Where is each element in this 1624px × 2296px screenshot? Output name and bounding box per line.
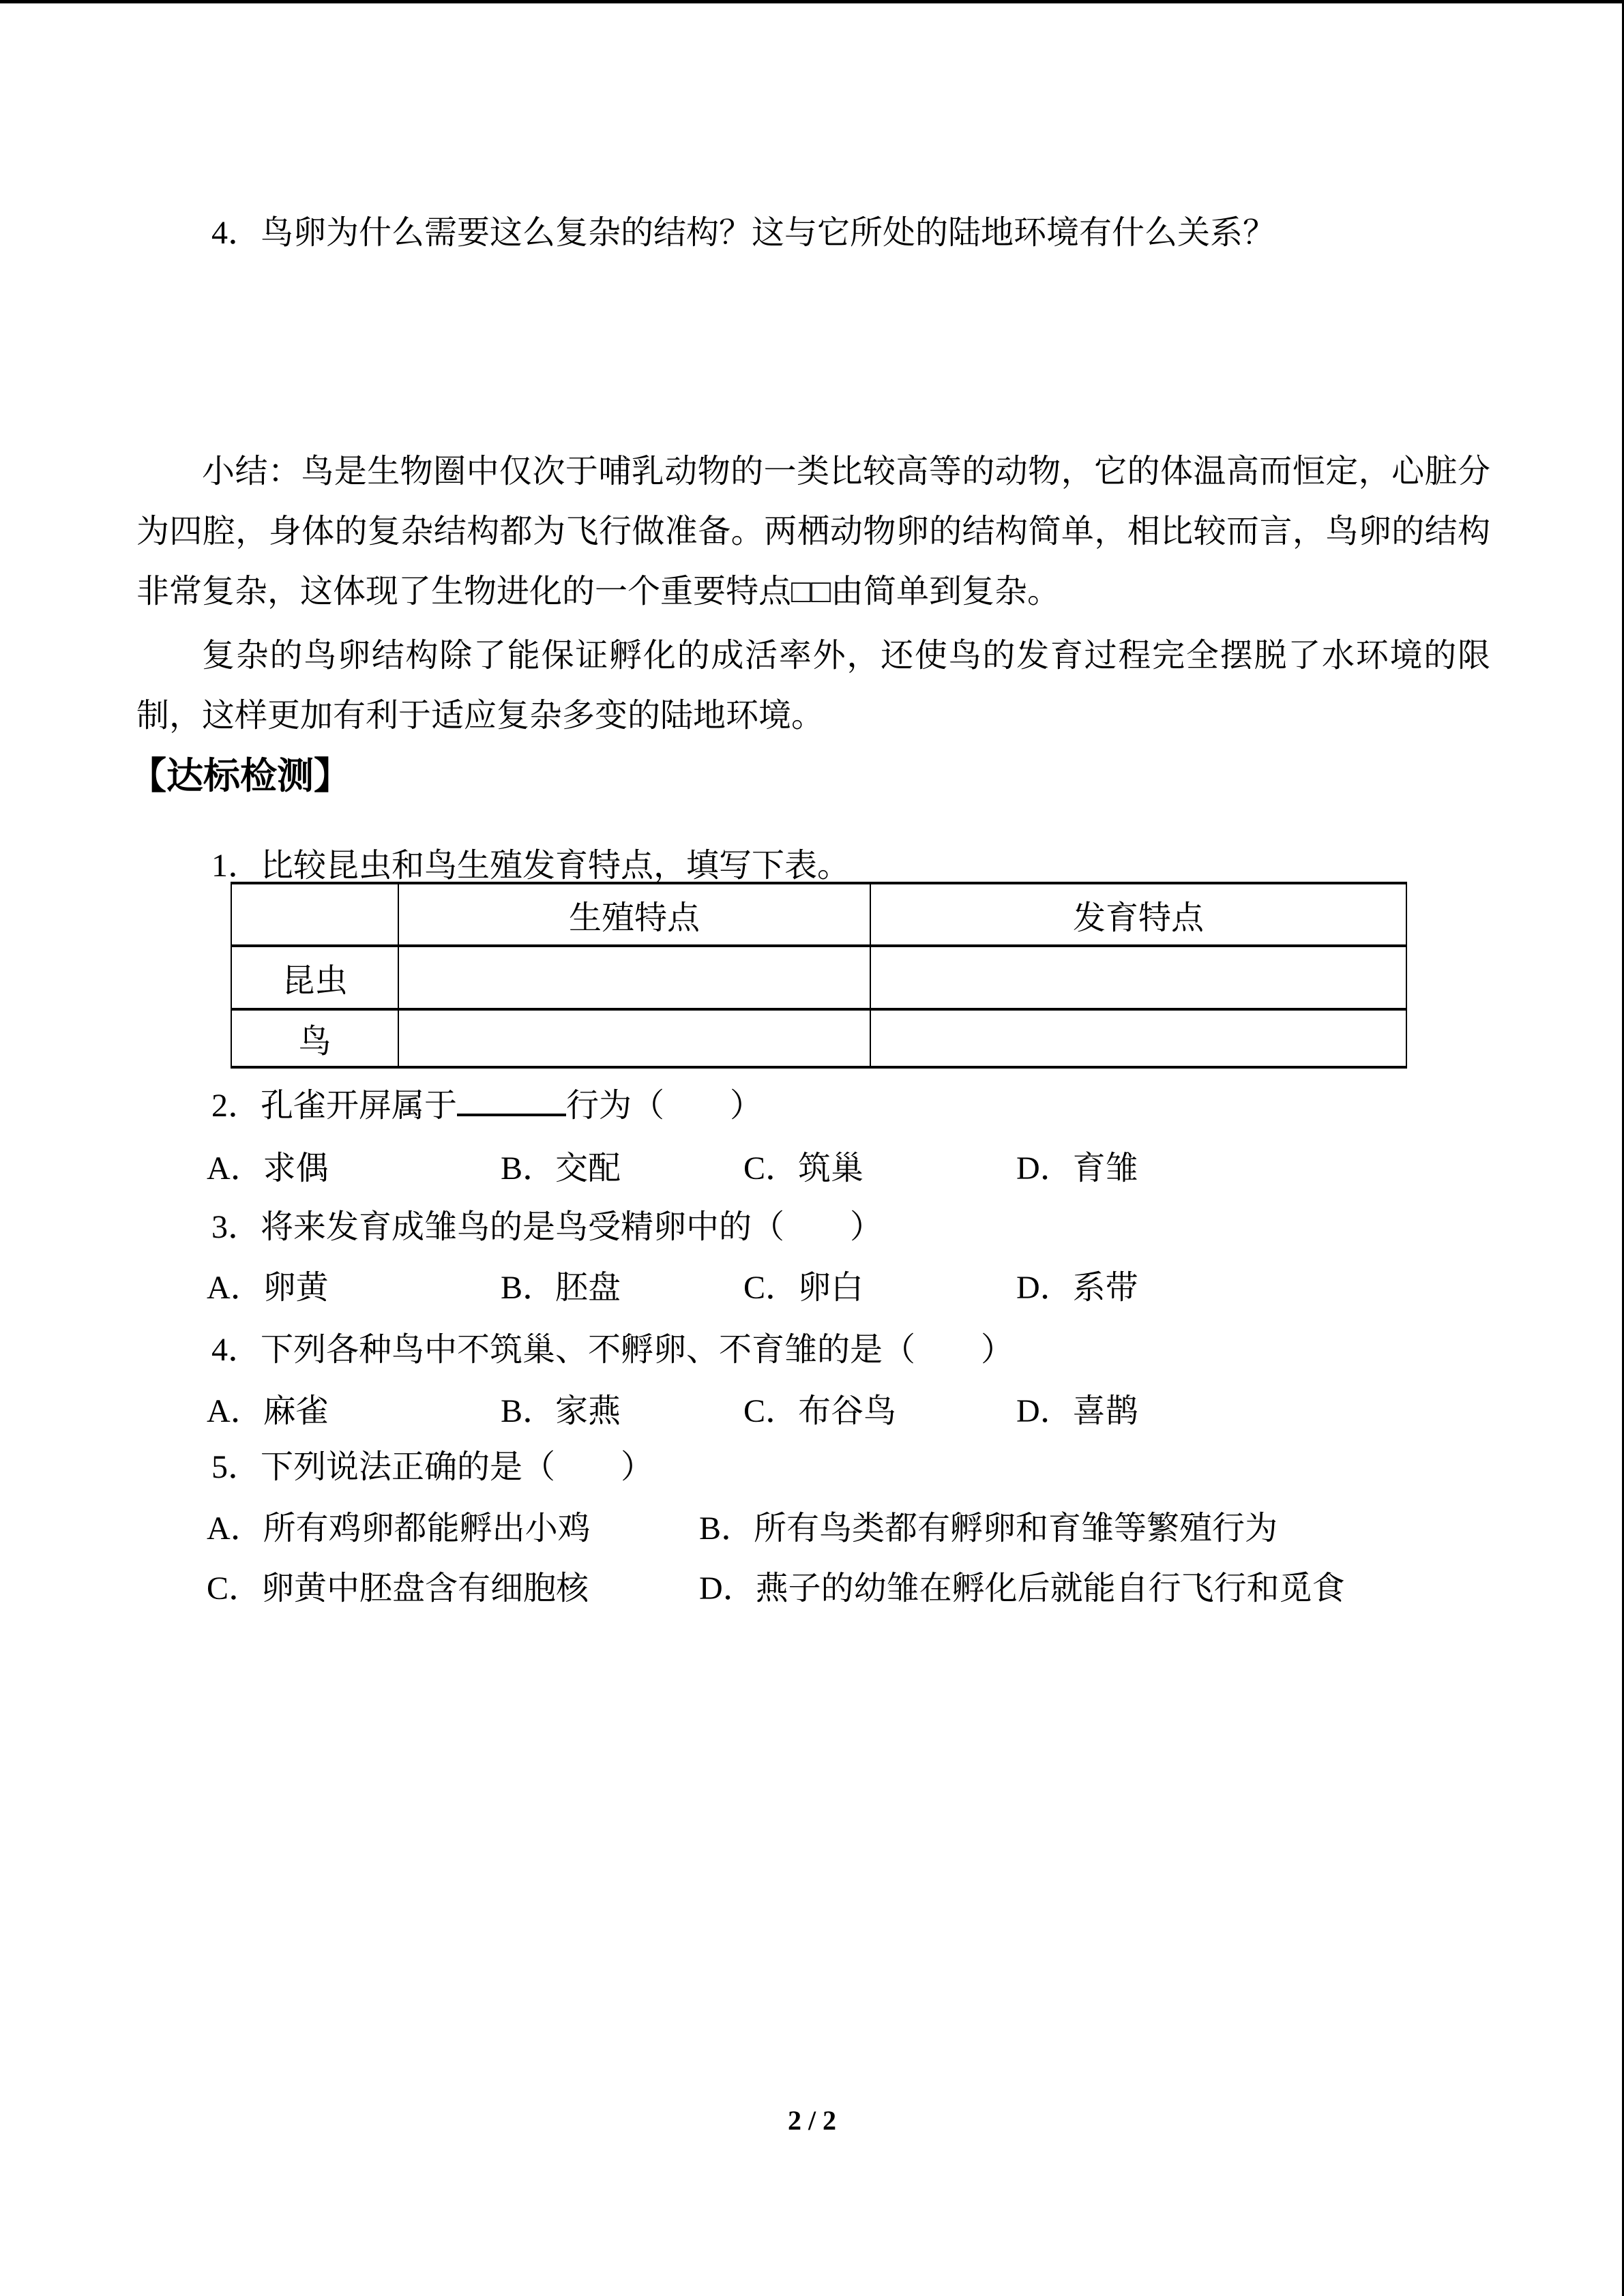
answer-cell-insect-development — [870, 946, 1406, 1009]
option-b: B．家燕 — [501, 1393, 621, 1429]
table-row-bird — [231, 1009, 1406, 1067]
question-5-options-cd — [207, 1568, 1345, 1609]
quiz-question-4: 4．下列各种鸟中不筑巢、不孵卵、不育雏的是（ ） — [211, 1332, 1014, 1368]
option-a: A．所有鸡卵都能孵出小鸡 — [207, 1510, 591, 1547]
option-d: D．育雏 — [1016, 1150, 1138, 1187]
question-4-options — [207, 1391, 1138, 1432]
option-b: B．所有鸟类都有孵卵和育雏等繁殖行为 — [699, 1510, 1278, 1547]
quiz-question-3: 3．将来发育成雏鸟的是鸟受精卵中的（ ） — [211, 1209, 883, 1245]
quiz-question-2 — [211, 1086, 763, 1127]
question-2-suffix: 行为（ ） — [566, 1088, 763, 1124]
scan-edge-top — [0, 0, 1624, 3]
section-heading-dabiao-jiance: 【达标检测】 — [130, 756, 351, 796]
answer-cell-bird-development — [870, 1009, 1406, 1067]
option-a: A．卵黄 — [207, 1270, 329, 1306]
option-b: B．交配 — [501, 1150, 621, 1187]
table-corner-cell — [231, 883, 398, 946]
option-d: D．喜鹊 — [1016, 1393, 1138, 1429]
option-c: C．布谷鸟 — [743, 1393, 897, 1429]
table-header-development: 发育特点 — [870, 883, 1406, 946]
conclusion-paragraph: 复杂的鸟卵结构除了能保证孵化的成活率外，还使鸟的发育过程完全摆脱了水环境的限制，这样更加有利于适应复杂多变的陆地环境。 — [136, 638, 1490, 734]
option-d: D．燕子的幼雏在孵化后就能自行飞行和觅食 — [699, 1570, 1345, 1607]
answer-cell-insect-reproduction — [398, 946, 870, 1009]
question-5-options-ab — [207, 1508, 1278, 1549]
summary-paragraph: 小结：鸟是生物圈中仅次于哺乳动物的一类比较高等的动物，它的体温高而恒定，心脏分为四腔，身体的复杂结构都为飞行做准备。两栖动物卵的结构简单，相比较而言，鸟卵的结构非常复杂，这体现了生物进化的一个重要特点□□由简单到复杂。 — [136, 453, 1490, 610]
table-header-row — [231, 883, 1406, 946]
question-2-options — [207, 1148, 1138, 1189]
quiz-question-1: 1．比较昆虫和鸟生殖发育特点，填写下表。 — [211, 848, 851, 884]
option-c: C．卵白 — [743, 1270, 864, 1306]
table-row-insect — [231, 946, 1406, 1009]
option-d: D．系带 — [1016, 1270, 1138, 1306]
option-c: C．筑巢 — [743, 1150, 864, 1187]
comparison-table — [231, 882, 1407, 1069]
page-number: 2 / 2 — [787, 2105, 837, 2136]
question-2-prefix: 2．孔雀开屏属于 — [211, 1088, 458, 1124]
table-header-reproduction: 生殖特点 — [398, 883, 870, 946]
row-label-bird: 鸟 — [231, 1009, 398, 1067]
row-label-insect: 昆虫 — [231, 946, 398, 1009]
open-question-4: 4．鸟卵为什么需要这么复杂的结构？这与它所处的陆地环境有什么关系？ — [211, 215, 1276, 251]
question-3-options — [207, 1268, 1138, 1309]
answer-cell-bird-reproduction — [398, 1009, 870, 1067]
fill-blank-underline — [457, 1114, 566, 1116]
quiz-question-5: 5．下列说法正确的是（ ） — [211, 1449, 654, 1485]
option-c: C．卵黄中胚盘含有细胞核 — [207, 1570, 589, 1607]
option-b: B．胚盘 — [501, 1270, 621, 1306]
option-a: A．求偶 — [207, 1150, 329, 1187]
option-a: A．麻雀 — [207, 1393, 329, 1429]
